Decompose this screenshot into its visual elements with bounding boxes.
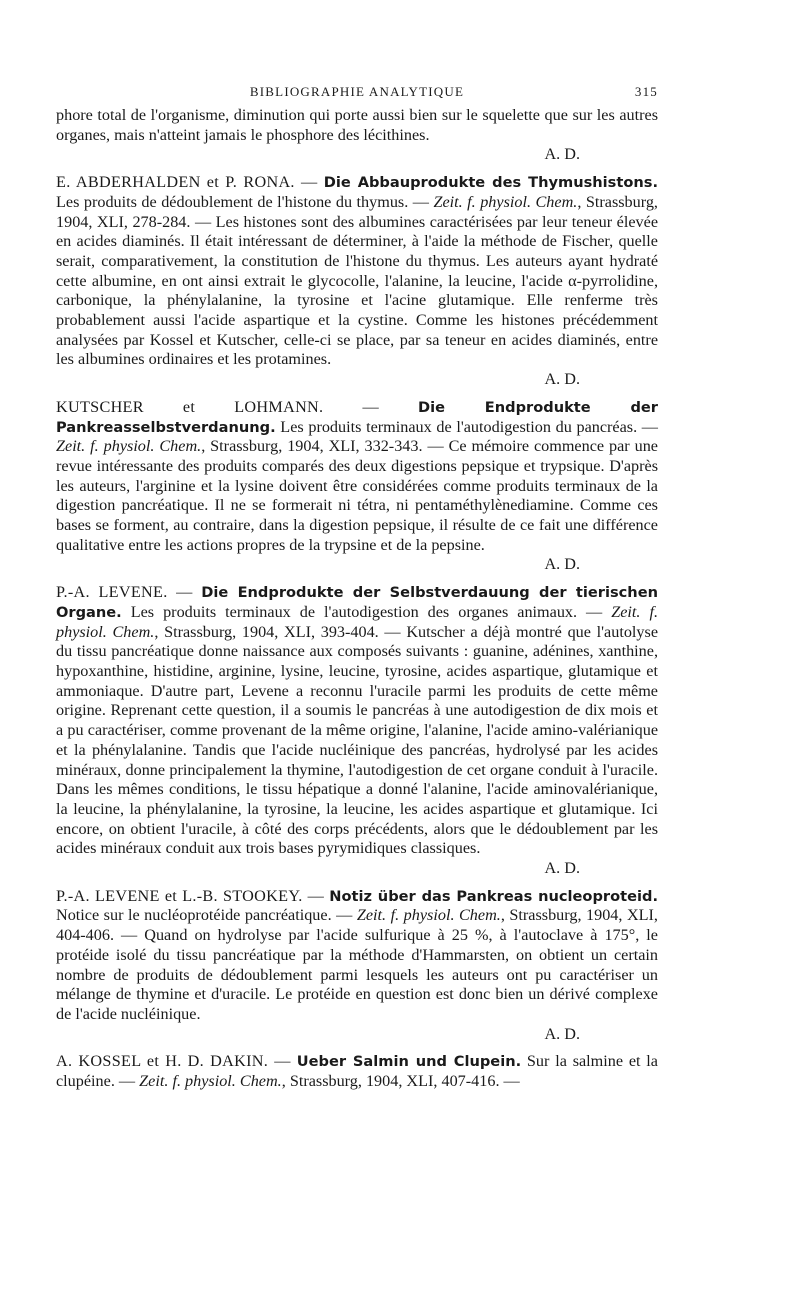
entry-text: Les produits de dédoublement de l'histone du thymus. — <box>56 192 434 211</box>
entry-journal: Zeit. f. physiol. Chem. <box>356 906 501 925</box>
signature: A. D. <box>544 555 580 574</box>
entry-paragraph <box>56 583 658 859</box>
entry-paragraph <box>56 173 658 370</box>
entry-paragraph <box>56 398 658 556</box>
entry-authors: E. ABDERHALDEN et P. RONA. — <box>56 173 324 192</box>
entry-title: Die Abbauprodukte des Thymushistons. <box>323 174 658 192</box>
entry-title: Die Endprodukte der Selbstverdauung der tierischen Organe. <box>56 584 658 621</box>
bibliography-entry <box>56 173 658 390</box>
entry-text: Sur la salmine et la clupéine. — <box>56 1052 658 1091</box>
bibliography-entry <box>56 1052 658 1091</box>
entry-text: , Strassburg, 1904, XLI, 278-284. — Les histones sont des albumines caractérisées par leur teneur élevée en acides diaminés. Il était intéressant de déterminer, à l'aide la méthode de Fischer, quelle serait, comparativement, la constitution de l'histone du thymus. Les auteurs ayant hydraté cette albumine, en ont ainsi extrait le glycocolle, l'alanine, la leucine, l'acide α-pyrrolidine, carbonique, la phénylalanine, la tyrosine et l'acine glutamique. Elle renferme très probablement aussi l'acide aspartique et la cystine. Comme les histones précédemment analysées par Kossel et Kutscher, celle-ci se place, par sa teneur en acides diaminés, entre les albumines ordinaires et les protamines. <box>56 192 658 369</box>
entry-text: , Strassburg, 1904, XLI, 404-406. — Quand on hydrolyse par l'acide sulfurique à 25 %, à l'autoclave à 175°, le protéide isolé du tissu pancréatique par la méthode d'Hammarsten, on obtient un certain nombre de produits de dédoublement parmi lesquels les auteurs ont pu caractériser un mélange de thymine et d'uracile. Le protéide en question est donc bien un dérivé complexe de l'acide nucléinique. <box>56 906 658 1023</box>
entry-text: , Strassburg, 1904, XLI, 393-404. — Kutscher a déjà montré que l'autolyse du tissu pancréatique donne naissance aux composés suivants : guanine, adénines, xanthine, hypoxanthine, histidine, arginine, lysine, leucine, tyrosine, acides aspartique, glutamique et ammoniaque. D'autre part, Levene a reconnu l'uracile parmi les produits de cette même origine. Reprenant cette question, il a soumis le pancréas à une autodigestion de dix mois et a pu caractériser, comme provenant de la même origine, l'alanine, l'acide amino-valérianique et la phénylalanine. Tandis que l'acide nucléinique des pancréas, hydrolysé par les acides minéraux, donne principalement la thymine, l'autodigestion de cet organe conduit à l'uracile. Dans les mêmes conditions, le tissu hépatique a donné l'alanine, l'acide aminovalérianique, la leucine, la phénylalanine, la tyrosine, la leucine, les acides aspartique et glutamique. Ici encore, on obtient l'uracile, à côté des corps précédents, alors que le dédoublement par les acides minéraux conduit aux trois bases pyrymidiques classiques. <box>56 622 658 858</box>
entry-paragraph <box>56 1052 658 1091</box>
entry-title: Ueber Salmin und Clupein. <box>296 1053 522 1071</box>
entry-title: Die Endprodukte der Pankreasselbstverdanung. <box>56 398 658 436</box>
entry-text: , Strassburg, 1904, XLI, 332-343. — Ce mémoire commence par une revue intéressante des produits comparés des deux digestions pepsique et trypsique. D'après les auteurs, l'arginine et la lysine doivent être considérées comme produits terminaux de la digestion pancréatique. Il ne se formerait ni tétra, ni pentaméthylènediamine. Comme ces bases se forment, au contraire, dans la digestion pepsique, il résulte de ce fait une différence qualitative entre les actions propres de la trypsine et de la pepsine. <box>56 437 658 554</box>
entry-authors: A. KOSSEL et H. D. DAKIN. — <box>56 1052 297 1071</box>
entry-journal: Zeit. f. physiol. Chem. <box>139 1072 282 1091</box>
signature: A. D. <box>544 145 580 164</box>
entry-authors: P.-A. LEVENE et L.-B. STOOKEY. — <box>56 886 330 905</box>
entry-journal: Zeit. f. physiol. Chem. <box>433 192 578 211</box>
page <box>56 84 658 1092</box>
entry-text: , Strassburg, 1904, XLI, 407-416. — <box>281 1072 520 1091</box>
entry-text: Notice sur le nucléoprotéide pancréatique. — <box>56 906 357 925</box>
entry-journal: Zeit. f. physiol. Chem. <box>56 602 658 641</box>
entry-text: Les produits terminaux de l'autodigestion du pancréas. — <box>275 417 658 436</box>
signature: A. D. <box>544 370 580 389</box>
entry-title: Notiz über das Pankreas nucleoproteid. <box>329 887 658 905</box>
continuation-paragraph: phore total de l'organisme, diminution qui porte aussi bien sur le squelette que sur les autres organes, mais n'atteint jamais le phosphore des lécithines. <box>56 106 658 144</box>
page-number: 315 <box>634 84 658 99</box>
bibliography-entry <box>56 887 658 1045</box>
signature: A. D. <box>544 1024 580 1043</box>
entry-paragraph <box>56 887 658 1025</box>
bibliography-entry <box>56 583 658 879</box>
entry-authors: KUTSCHER et LOHMANN. — <box>56 397 418 416</box>
bibliography-entry <box>56 398 658 575</box>
signature: A. D. <box>544 859 580 878</box>
running-title: BIBLIOGRAPHIE ANALYTIQUE <box>249 84 465 99</box>
entry-journal: Zeit. f. physiol. Chem. <box>56 437 202 456</box>
running-head <box>56 84 658 106</box>
entry-authors: P.-A. LEVENE. — <box>56 583 202 602</box>
entry-text: Les produits terminaux de l'autodigestion des organes animaux. — <box>121 602 612 621</box>
